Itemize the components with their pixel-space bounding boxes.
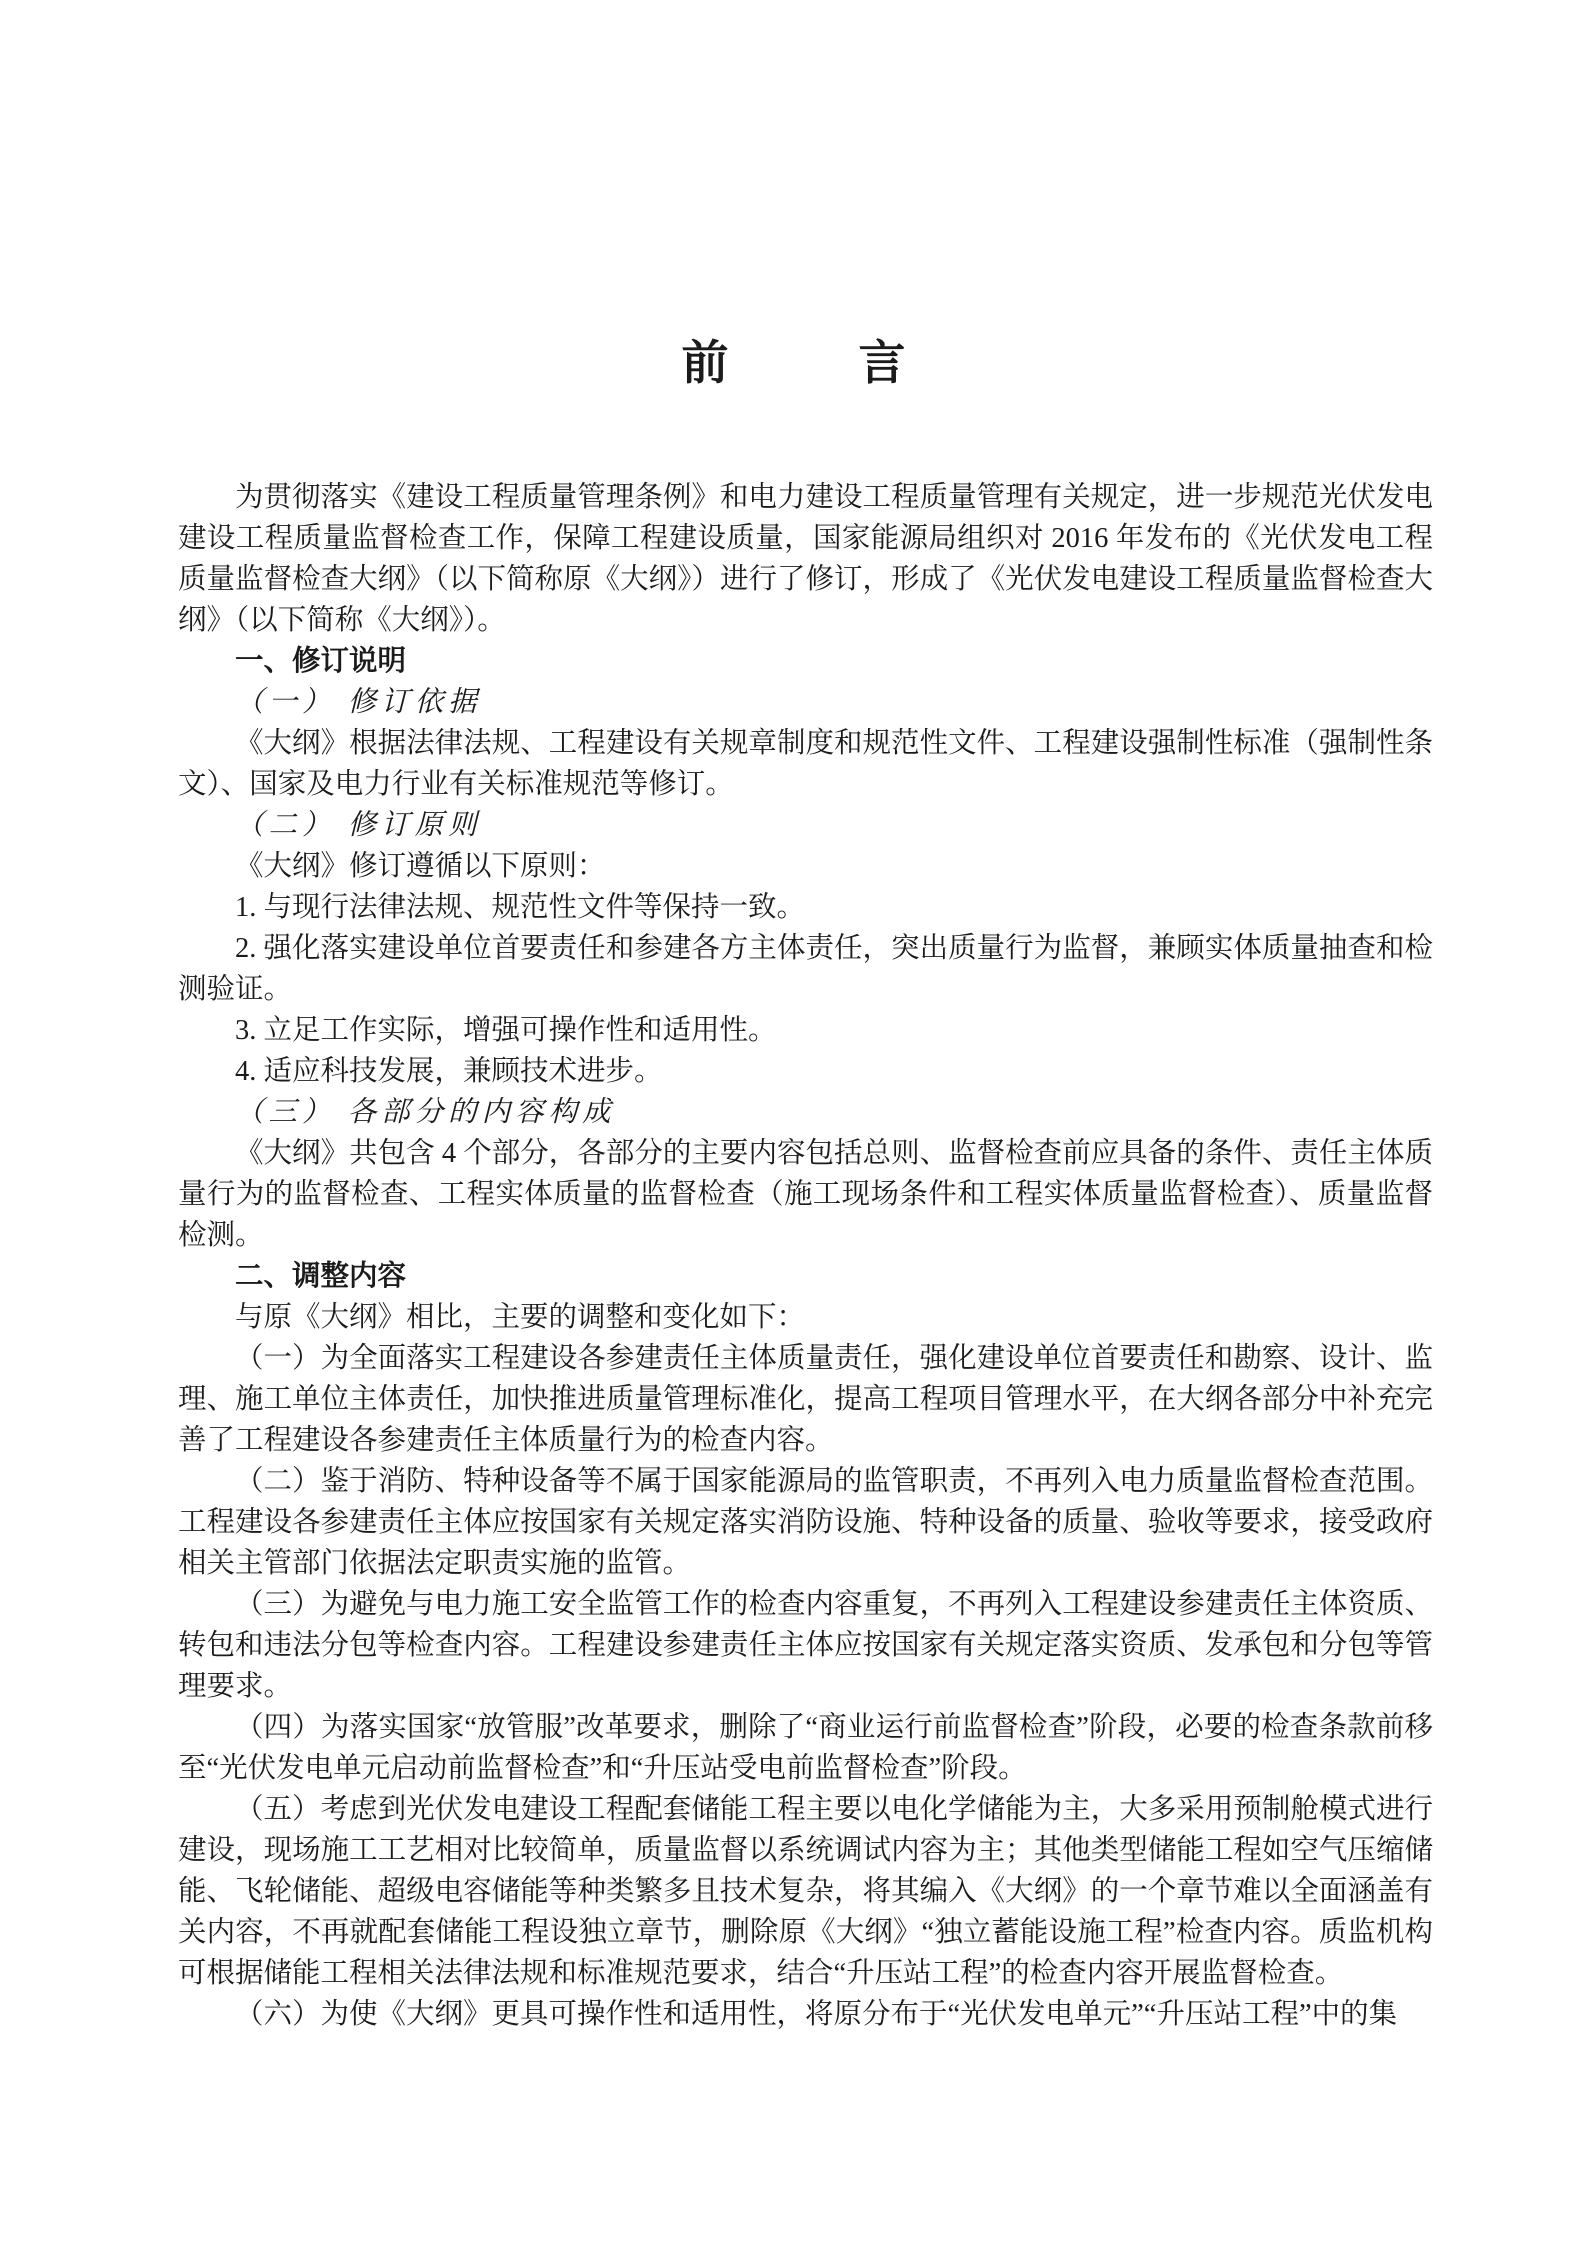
section-heading-revision-notes: 一、修订说明 (235, 645, 407, 677)
paragraph-principles-lead: 《大纲》修订遵循以下原则： (235, 851, 606, 882)
paragraph-adjustment-3: （三）为避免与电力施工安全监管工作的检查内容重复，不再列入工程建设参建责任主体资质、转包和违法分包等检查内容。工程建设参建责任主体应按国家有关规定落实资质、发承包和分包等管理要求。 (178, 1589, 1433, 1702)
paragraph-adjustment-6: （六）为使《大纲》更具可操作性和适用性，将原分布于“光伏发电单元”“升压站工程”中的集 (235, 1999, 1398, 2030)
subheading-content-structure: （三） 各部分的内容构成 (235, 1097, 616, 1128)
paragraph-adjustments-lead: 与原《大纲》相比，主要的调整和变化如下： (235, 1302, 806, 1333)
paragraph-adjustment-5: （五）考虑到光伏发电建设工程配套储能工程主要以电化学储能为主，大多采用预制舱模式进行建设，现场施工工艺相对比较简单，质量监督以系统调试内容为主；其他类型储能工程如空气压缩储能、飞轮储能、超级电容储能等种类繁多且技术复杂，将其编入《大纲》的一个章节难以全面涵盖有关内容，不再就配套储能工程设独立章节，删除原《大纲》“独立蓄能设施工程”检查内容。质监机构可根据储能工程相关法律法规和标准规范要求，结合“升压站工程”的检查内容开展监督检查。 (178, 1794, 1433, 1989)
paragraph-adjustment-1: （一）为全面落实工程建设各参建责任主体质量责任，强化建设单位首要责任和勘察、设计、监理、施工单位主体责任，加快推进质量管理标准化，提高工程项目管理水平，在大纲各部分中补充完善了工程建设各参建责任主体质量行为的检查内容。 (178, 1343, 1433, 1456)
paragraph-intro: 为贯彻落实《建设工程质量管理条例》和电力建设工程质量管理有关规定，进一步规范光伏发电建设工程质量监督检查工作，保障工程建设质量，国家能源局组织对 2016 年发布的《光伏发电工程质量监督检查大纲》（以下简称原《大纲》）进行了修订，形成了《光伏发电建设工程质量监督检查大纲》（以下简称《大纲》）。 (178, 482, 1433, 636)
subheading-revision-basis: （一） 修订依据 (235, 687, 482, 718)
list-item-principle-1: 1. 与现行法律法规、规范性文件等保持一致。 (235, 892, 806, 923)
paragraph-content-structure: 《大纲》共包含 4 个部分，各部分的主要内容包括总则、监督检查前应具备的条件、责任主体质量行为的监督检查、工程实体质量的监督检查（施工现场条件和工程实体质量监督检查）、质量监督检测。 (178, 1138, 1433, 1251)
list-item-principle-3: 3. 立足工作实际，增强可操作性和适用性。 (235, 1015, 777, 1046)
paragraph-adjustment-2: （二）鉴于消防、特种设备等不属于国家能源局的监管职责，不再列入电力质量监督检查范围。工程建设各参建责任主体应按国家有关规定落实消防设施、特种设备的质量、验收等要求，接受政府相关主管部门依据法定职责实施的监管。 (178, 1466, 1433, 1579)
title-char-qian: 前 (681, 338, 729, 390)
paragraph-adjustment-4: （四）为落实国家“放管服”改革要求，删除了“商业运行前监督检查”阶段，必要的检查条款前移至“光伏发电单元启动前监督检查”和“升压站受电前监督检查”阶段。 (178, 1712, 1433, 1784)
paragraph-revision-basis: 《大纲》根据法律法规、工程建设有关规章制度和规范性文件、工程建设强制性标准（强制性条文）、国家及电力行业有关标准规范等修订。 (178, 728, 1433, 800)
list-item-principle-2: 2. 强化落实建设单位首要责任和参建各方主体责任，突出质量行为监督，兼顾实体质量抽查和检测验证。 (178, 933, 1433, 1005)
subheading-revision-principles: （二） 修订原则 (235, 810, 482, 841)
section-heading-adjustments: 二、调整内容 (235, 1260, 407, 1292)
list-item-principle-4: 4. 适应科技发展，兼顾技术进步。 (235, 1056, 663, 1087)
page-title (0, 0, 1587, 390)
document-body (178, 477, 1433, 2035)
title-char-yan: 言 (858, 338, 906, 390)
